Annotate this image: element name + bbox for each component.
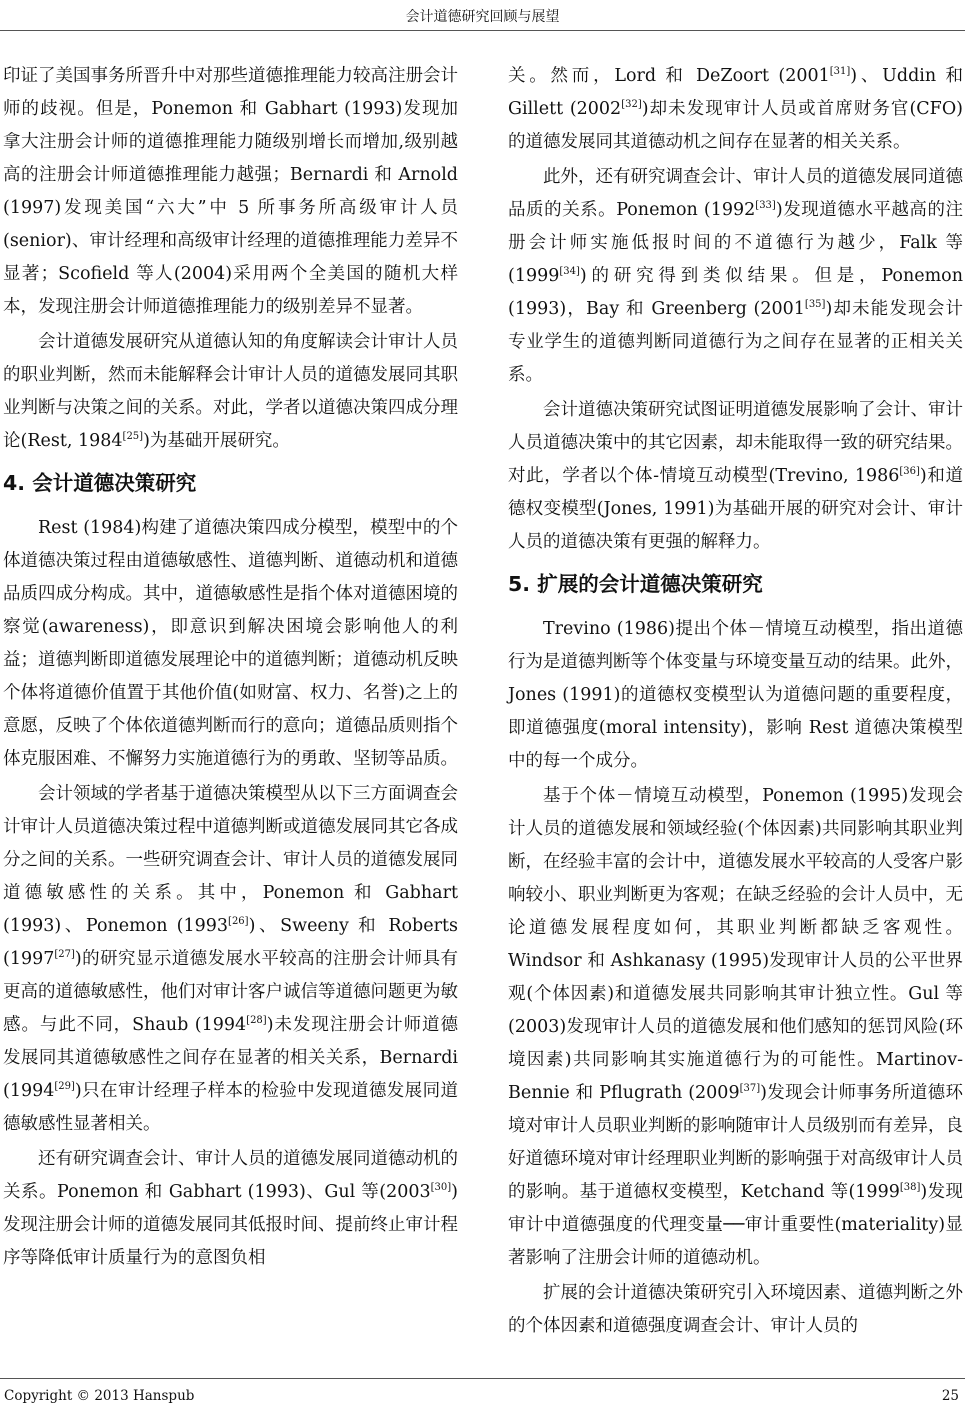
citation-ref[interactable]: [26] bbox=[228, 916, 249, 928]
paragraph: 印证了美国事务所晋升中对那些道德推理能力较高注册会计师的歧视。但是，Ponemon 和 Gabhart (1993)发现加拿大注册会计师的道德推理能力随级别增长而增加,级别越高的注册会计师道德推理能力越强；Bernardi 和 Arnold (1997)发现美国“六大”中 5 所事务所高级审计人员(senior)、审计经理和高级审计经理的道德推理能力差异不显著；Scofield 等人(2004)采用两个全美国的随机大样本，发现注册会计师道德推理能力的级别差异不显著。 bbox=[3, 66, 458, 317]
section-heading-4: 4. 会计道德决策研究 bbox=[3, 471, 197, 495]
text-run: )未发现注册会计师道德发展同其道德敏感性之间存在显著的相关关系，Bernardi (1994 bbox=[3, 1015, 459, 1101]
citation-ref[interactable]: [37] bbox=[739, 1083, 761, 1095]
citation-ref[interactable]: [27] bbox=[54, 949, 75, 961]
text-run: )发现会计师事务所道德环境对审计人员职业判断的影响随审计人员级别而有差异，良好道德环境对审计经理职业判断的影响强于对高级审计人员的影响。基于道德权变模型，Ketchand 等(1999 bbox=[508, 1083, 963, 1202]
paragraph: Trevino (1986)提出个体－情境互动模型，指出道德行为是道德判断等个体变量与环境变量互动的结果。此外，Jones (1991)的道德权变模型认为道德问题的重要程度，即道德强度(moral intensity)，影响 Rest 道德决策模型中的每一个成分。 bbox=[508, 619, 963, 771]
text-run: )、Sweeny 和 Roberts (1997 bbox=[3, 916, 458, 969]
citation-ref[interactable]: [32] bbox=[621, 99, 642, 111]
text-run: )却未发现审计人员或首席财务官(CFO)的道德发展同其道德动机之间存在显著的相关关系。 bbox=[508, 99, 963, 152]
text-run: 会计道德发展研究从道德认知的角度解读会计审计人员的职业判断，然而未能解释会计审计人员的道德发展同其职业判断与决策之间的关系。对此，学者以道德决策四成分理论(Rest, 1984 bbox=[3, 332, 458, 451]
header-rule bbox=[0, 30, 965, 31]
paragraph bbox=[3, 326, 458, 458]
paragraph bbox=[3, 778, 458, 1141]
paragraph bbox=[508, 60, 963, 159]
paragraph bbox=[508, 780, 963, 1275]
paragraph bbox=[508, 161, 963, 392]
citation-ref[interactable]: [29] bbox=[54, 1081, 75, 1093]
paragraph: 扩展的会计道德决策研究引入环境因素、道德判断之外的个体因素和道德强度调查会计、审计人员的 bbox=[508, 1283, 963, 1336]
text-run: )发现审计中道德强度的代理变量──审计重要性(materiality)显著影响了注册会计师的道德动机。 bbox=[508, 1182, 963, 1268]
citation-ref[interactable]: [28] bbox=[246, 1015, 267, 1027]
text-run: )发现注册会计师的道德发展同其低报时间、提前终止审计程序等降低审计质量行为的意图负相 bbox=[3, 1182, 458, 1268]
citation-ref[interactable]: [33] bbox=[755, 200, 776, 212]
right-column bbox=[508, 60, 963, 1345]
copyright-notice: Copyright © 2013 Hanspub bbox=[4, 1388, 195, 1404]
text-run: 基于个体－情境互动模型，Ponemon (1995)发现会计人员的道德发展和领域经验(个体因素)共同影响其职业判断，在经验丰富的会计中，道德发展水平较高的人受客户影响较小、职业判断更为客观；在缺乏经验的会计人员中，无论道德发展程度如何，其职业判断都缺乏客观性。Windsor 和 Ashkanasy (1995)发现审计人员的公平世界观(个体因素)和道德发展共同影响其审计独立性。Gul 等(2003)发现审计人员的道德发展和他们感知的惩罚风险(环境因素)共同影响其实施道德行为的可能性。Martinov-Bennie 和 Pflugrath (2009 bbox=[508, 786, 963, 1103]
footer-rule bbox=[0, 1378, 965, 1379]
paragraph: Rest (1984)构建了道德决策四成分模型，模型中的个体道德决策过程由道德敏感性、道德判断、道德动机和道德品质四成分构成。其中，道德敏感性是指个体对道德困境的察觉(awareness)，即意识到解决困境会影响他人的利益；道德判断即道德发展理论中的道德判断；道德动机反映个体将道德价值置于其他价值(如财富、权力、名誉)之上的意愿，反映了个体依道德判断而行的意向；道德品质则指个体克服困难、不懈努力实施道德行为的勇敢、坚韧等品质。 bbox=[3, 518, 458, 769]
paragraph bbox=[3, 1143, 458, 1275]
text-run: 会计领域的学者基于道德决策模型从以下三方面调查会计审计人员道德决策过程中道德判断或道德发展同其它各成分之间的关系。一些研究调查会计、审计人员的道德发展同道德敏感性的关系。其中，Ponemon 和 Gabhart (1993)、Ponemon (1993 bbox=[3, 784, 458, 936]
page-number: 25 bbox=[941, 1388, 959, 1404]
text-run: )的研究得到类似结果。但是，Ponemon (1993)，Bay 和 Greenberg (2001 bbox=[508, 266, 963, 319]
text-run: )的研究显示道德发展水平较高的注册会计师具有更高的道德敏感性，他们对审计客户诚信等道德问题更为敏感。与此不同，Shaub (1994 bbox=[3, 949, 458, 1035]
citation-ref[interactable]: [34] bbox=[559, 266, 580, 278]
text-run: )和道德权变模型(Jones, 1991)为基础开展的研究对会计、审计人员的道德决策有更强的解释力。 bbox=[508, 466, 964, 552]
running-header: 会计道德研究回顾与展望 bbox=[405, 9, 560, 25]
citation-ref[interactable]: [38] bbox=[899, 1182, 921, 1194]
section-heading-5: 5. 扩展的会计道德决策研究 bbox=[508, 572, 763, 596]
left-column bbox=[3, 60, 458, 1277]
text-run: )、Uddin 和 Gillett (2002 bbox=[508, 66, 963, 119]
text-run: 还有研究调查会计、审计人员的道德发展同道德动机的关系。Ponemon 和 Gabhart (1993)、Gul 等(2003 bbox=[3, 1149, 458, 1202]
citation-ref[interactable]: [31] bbox=[829, 66, 851, 78]
citation-ref[interactable]: [35] bbox=[804, 299, 826, 311]
text-run: 此外，还有研究调查会计、审计人员的道德发展同道德品质的关系。Ponemon (1992 bbox=[508, 167, 963, 220]
paragraph bbox=[508, 394, 963, 559]
citation-ref[interactable]: [25] bbox=[122, 431, 144, 443]
text-run: )只在审计经理子样本的检验中发现道德发展同道德敏感性显著相关。 bbox=[3, 1081, 458, 1134]
text-run: )为基础开展研究。 bbox=[143, 431, 290, 451]
text-run: 关。然而，Lord 和 DeZoort (2001 bbox=[508, 66, 830, 86]
citation-ref[interactable]: [30] bbox=[430, 1182, 452, 1194]
citation-ref[interactable]: [36] bbox=[899, 466, 920, 478]
text-run: )发现道德水平越高的注册会计师实施低报时间的不道德行为越少，Falk 等(1999 bbox=[508, 200, 963, 286]
text-run: 会计道德决策研究试图证明道德发展影响了会计、审计人员道德决策中的其它因素，却未能取得一致的研究结果。对此，学者以个体-情境互动模型(Trevino, 1986 bbox=[508, 400, 963, 486]
text-run: )却未能发现会计专业学生的道德判断同道德行为之间存在显著的正相关关系。 bbox=[508, 299, 963, 385]
